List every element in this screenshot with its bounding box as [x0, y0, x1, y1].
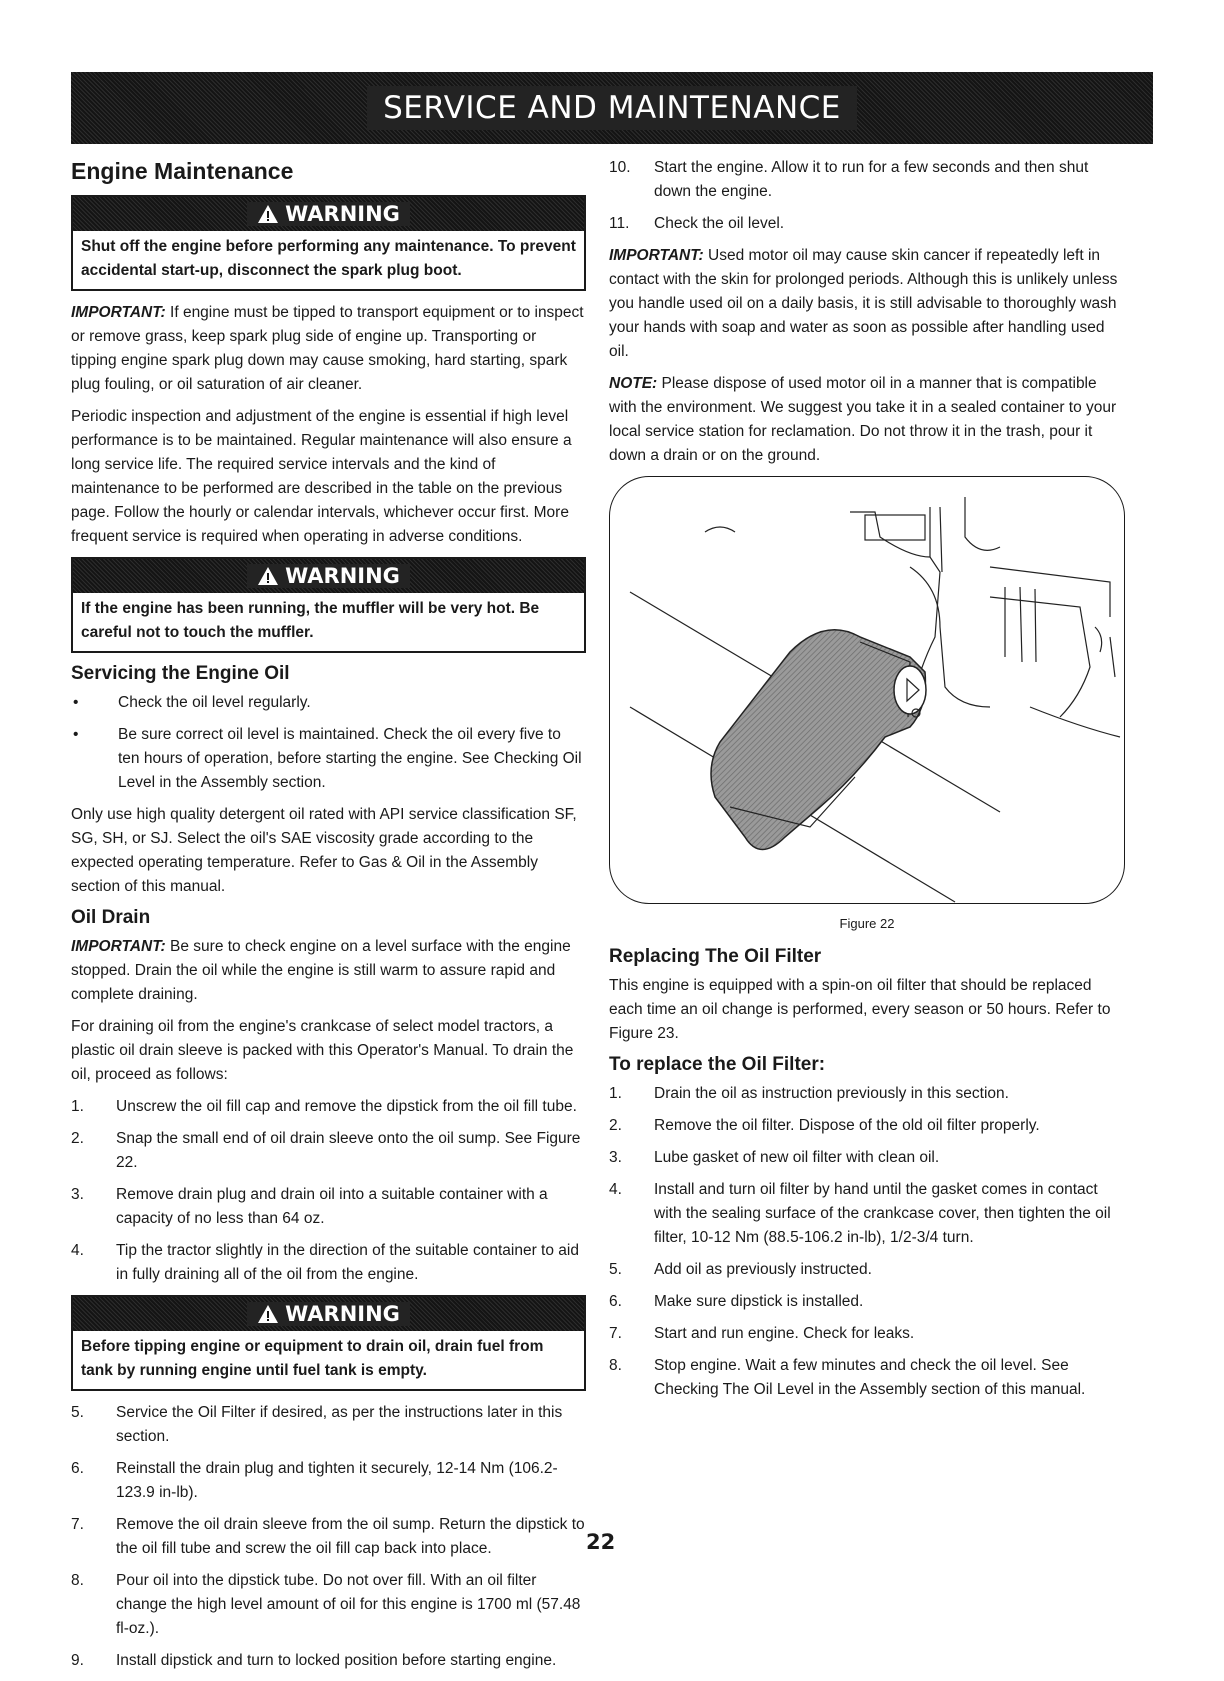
- oil-grade-paragraph: Only use high quality detergent oil rated with API service classification SF, SG, SH, or SJ. Select the oil's SAE viscosity grade according to the expected operating temperature. Refer to Gas & Oil in the Assembly section of this manual.: [71, 806, 577, 895]
- drain-sleeve-paragraph: For draining oil from the engine's crankcase of select model tractors, a plastic oil drain sleeve is packed with this Operator's Manual. To drain the oil, proceed as follows:: [71, 1018, 574, 1083]
- oil-drain-heading: Oil Drain: [71, 907, 151, 928]
- important-paragraph-1: IMPORTANT: If engine must be tipped to transport equipment or to inspect or remove grass, keep spark plug side of engine up. Transporting or tipping engine spark plug down may cause smoking, hard starting, spark plug fouling, or oil saturation of air cleaner.: [71, 304, 584, 393]
- warning-label: WARNING: [285, 1302, 400, 1326]
- list-item: 2. Snap the small end of oil drain sleeve onto the oil sump. See Figure 22.: [71, 1130, 581, 1171]
- warning-text: Shut off the engine before performing any maintenance. To prevent accidental start-up, disconnect the spark plug boot.: [81, 238, 576, 279]
- engine-maintenance-heading: Engine Maintenance: [71, 158, 294, 184]
- list-item: • Be sure correct oil level is maintained. Check the oil every five to ten hours of operation, before starting the engine. See Checking Oil Level in the Assembly section.: [73, 726, 582, 791]
- list-item: 6. Make sure dipstick is installed.: [609, 1293, 864, 1310]
- warning-label: WARNING: [285, 202, 400, 226]
- warning-header: [73, 1297, 584, 1331]
- warning-text: Before tipping engine or equipment to drain oil, drain fuel from tank by running engine until fuel tank is empty.: [81, 1338, 544, 1379]
- warning-header: [73, 197, 584, 231]
- servicing-bullets: [71, 691, 586, 795]
- list-item: 2. Remove the oil filter. Dispose of the old oil filter properly.: [609, 1117, 1040, 1134]
- list-item: • Check the oil level regularly.: [73, 694, 311, 711]
- warning-triangle-icon: [257, 204, 279, 224]
- note-paragraph: NOTE: Please dispose of used motor oil in a manner that is compatible with the environment. We suggest you take it in a sealed container to your local service station for reclamation. Do not throw it in the trash, pour it down a drain or on the ground.: [609, 375, 1117, 464]
- list-item: 5. Service the Oil Filter if desired, as per the instructions later in this section.: [71, 1404, 563, 1445]
- list-item: 7. Start and run engine. Check for leaks.: [609, 1325, 915, 1342]
- section-banner: [71, 72, 1153, 144]
- warning-label: WARNING: [285, 564, 400, 588]
- figure-22-illustration: [609, 476, 1125, 904]
- list-item: 7. Remove the oil drain sleeve from the oil sump. Return the dipstick to the oil fill tube and screw the oil fill cap back into place.: [71, 1516, 585, 1557]
- oil-filter-steps: [609, 1082, 1125, 1402]
- warning-box-3: [71, 1295, 586, 1391]
- warning-triangle-icon: [257, 1304, 279, 1324]
- list-item: 10. Start the engine. Allow it to run for a few seconds and then shut down the engine.: [609, 159, 1089, 200]
- drain-steps-b: [71, 1401, 586, 1673]
- servicing-engine-oil-heading: Servicing the Engine Oil: [71, 663, 290, 684]
- list-item: 3. Lube gasket of new oil filter with clean oil.: [609, 1149, 940, 1166]
- figure-caption: Figure 22: [839, 916, 895, 931]
- replacing-oil-filter-heading: Replacing The Oil Filter: [609, 946, 822, 967]
- important-paragraph-3: IMPORTANT: Used motor oil may cause skin cancer if repeatedly left in contact with the skin for prolonged periods. Although this is unlikely unless you handle used oil on a daily basis, it is still advisable to thoroughly wash your hands with soap and water as soon as possible after handling used oil.: [609, 247, 1118, 360]
- list-item: 9. Install dipstick and turn to locked position before starting engine.: [71, 1652, 557, 1669]
- maintenance-paragraph: Periodic inspection and adjustment of the engine is essential if high level performance is to be maintained. Regular maintenance will also ensure a long service life. The required service intervals and the kind of maintenance to be performed are described in the table on the previous page. Follow the hourly or calendar intervals, whichever occur first. More frequent service is required when operating in adverse conditions.: [71, 408, 572, 545]
- banner-title: SERVICE AND MAINTENANCE: [367, 86, 857, 130]
- right-column: [609, 150, 1125, 1410]
- warning-box-2: [71, 557, 586, 653]
- warning-box-1: [71, 195, 586, 291]
- list-item: 1. Unscrew the oil fill cap and remove the dipstick from the oil fill tube.: [71, 1098, 577, 1115]
- list-item: 4. Tip the tractor slightly in the direction of the suitable container to aid in fully draining all of the oil from the engine.: [71, 1242, 579, 1283]
- list-item: 3. Remove drain plug and drain oil into a suitable container with a capacity of no less than 64 oz.: [71, 1186, 548, 1227]
- list-item: 8. Stop engine. Wait a few minutes and check the oil level. See Checking The Oil Level in the Assembly section of this manual.: [609, 1357, 1086, 1398]
- list-item: 8. Pour oil into the dipstick tube. Do not over fill. With an oil filter change the high level amount of oil for this engine is 1700 ml (57.48 fl-oz.).: [71, 1572, 581, 1637]
- list-item: 6. Reinstall the drain plug and tighten it securely, 12-14 Nm (106.2-123.9 in-lb).: [71, 1460, 558, 1501]
- important-paragraph-2: IMPORTANT: Be sure to check engine on a level surface with the engine stopped. Drain the oil while the engine is still warm to assure rapid and complete draining.: [71, 938, 571, 1003]
- drain-steps-a: [71, 1095, 586, 1287]
- list-item: 4. Install and turn oil filter by hand until the gasket comes in contact with the sealing surface of the crankcase cover, then tighten the oil filter, 10-12 Nm (88.5-106.2 in-lb), 1/2-3/4 turn.: [609, 1181, 1111, 1246]
- oil-filter-paragraph: This engine is equipped with a spin-on oil filter that should be replaced each time an oil change is performed, every season or 50 hours. Refer to Figure 23.: [609, 977, 1111, 1042]
- list-item: 11. Check the oil level.: [609, 215, 785, 232]
- to-replace-oil-filter-heading: To replace the Oil Filter:: [609, 1054, 826, 1075]
- left-column: [71, 150, 586, 1681]
- warning-text: If the engine has been running, the muffler will be very hot. Be careful not to touch the muffler.: [81, 600, 540, 641]
- warning-header: [73, 559, 584, 593]
- warning-triangle-icon: [257, 566, 279, 586]
- list-item: 1. Drain the oil as instruction previously in this section.: [609, 1085, 1009, 1102]
- drain-steps-c: [609, 156, 1125, 236]
- list-item: 5. Add oil as previously instructed.: [609, 1261, 872, 1278]
- page-number: 22: [586, 1530, 616, 1554]
- oil-drain-sleeve-drawing: [610, 477, 1124, 903]
